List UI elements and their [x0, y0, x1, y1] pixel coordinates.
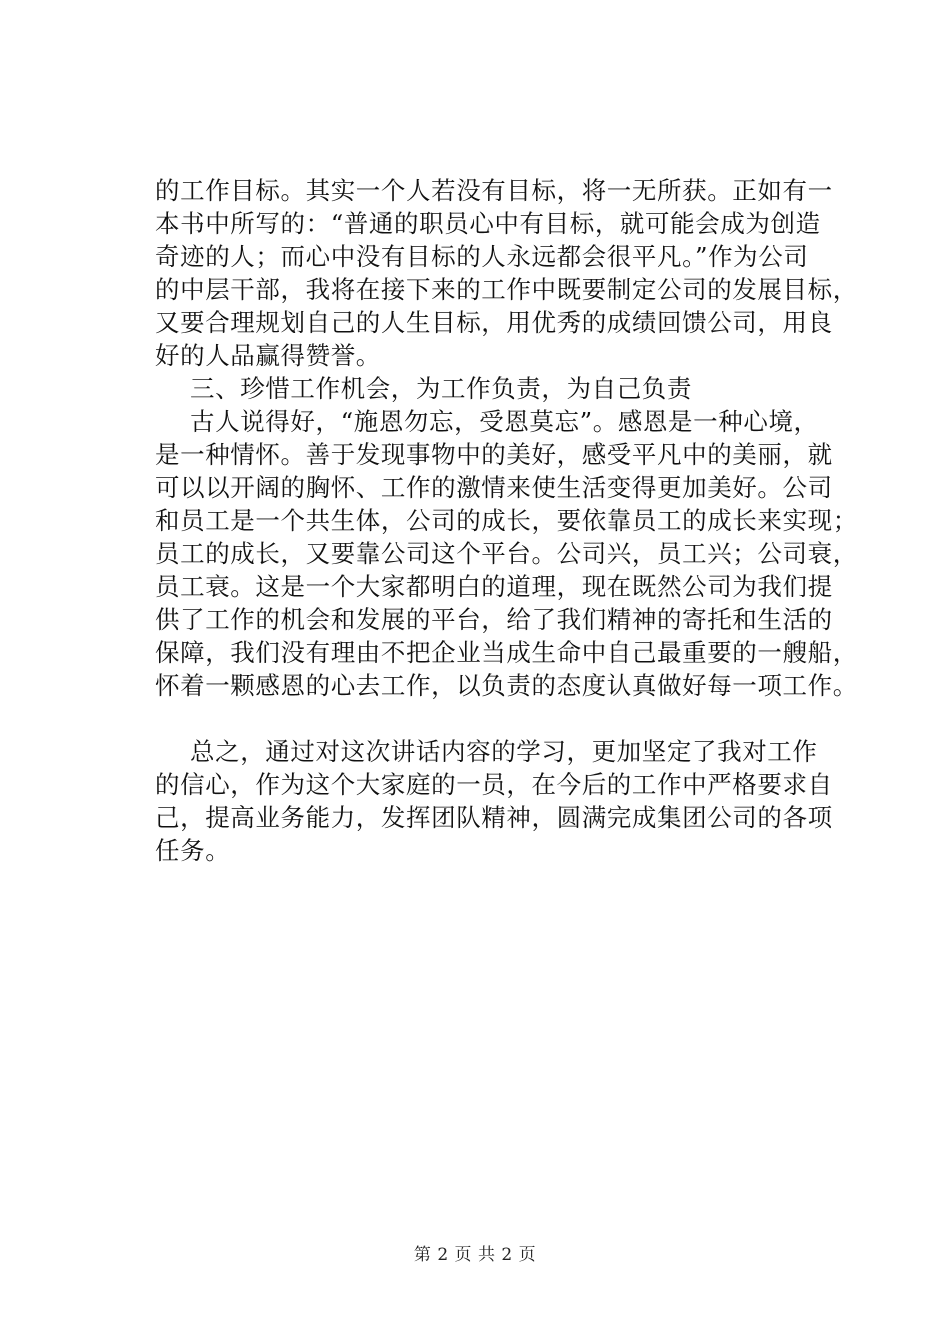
body-line: 本书中所写的：“普通的职员心中有目标，就可能会成为创造 — [155, 209, 821, 238]
body-line: 员工衰。这是一个大家都明白的道理，现在既然公司为我们提 — [155, 572, 833, 601]
body-line: 的中层干部，我将在接下来的工作中既要制定公司的发展目标， — [155, 275, 858, 304]
body-line: 员工的成长，又要靠公司这个平台。公司兴，员工兴；公司衰， — [155, 539, 858, 568]
body-line: 供了工作的机会和发展的平台，给了我们精神的寄托和生活的 — [155, 605, 833, 634]
body-line: 己，提高业务能力，发挥团队精神，圆满完成集团公司的各项 — [155, 803, 833, 832]
body-line: 奇迹的人；而心中没有目标的人永远都会很平凡。”作为公司 — [155, 242, 809, 271]
body-line: 古人说得好，“施恩勿忘，受恩莫忘”。感恩是一种心境， — [190, 407, 819, 436]
body-line: 的工作目标。其实一个人若没有目标，将一无所获。正如有一 — [155, 176, 833, 205]
document-body — [155, 174, 858, 867]
body-line: 总之，通过对这次讲话内容的学习，更加坚定了我对工作 — [190, 737, 818, 766]
section-heading: 三、珍惜工作机会，为工作负责，为自己负责 — [190, 374, 692, 403]
page-number-indicator: 第 2 页 共 2 页 — [413, 1245, 537, 1265]
paragraph-gap — [155, 702, 847, 735]
body-line: 是一种情怀。善于发现事物中的美好，感受平凡中的美丽，就 — [155, 440, 833, 469]
body-line: 保障，我们没有理由不把企业当成生命中自己最重要的一艘船， — [155, 638, 858, 667]
body-line: 任务。 — [155, 836, 231, 865]
body-line: 和员工是一个共生体，公司的成长，要依靠员工的成长来实现； — [155, 506, 858, 535]
body-line: 好的人品赢得赞誉。 — [155, 341, 381, 370]
page-footer — [0, 1240, 950, 1265]
body-line: 可以以开阔的胸怀、工作的激情来使生活变得更加美好。公司 — [155, 473, 833, 502]
body-line: 的信心，作为这个大家庭的一员，在今后的工作中严格要求自 — [155, 770, 833, 799]
body-line: 怀着一颗感恩的心去工作，以负责的态度认真做好每一项工作。 — [155, 671, 858, 700]
body-line: 又要合理规划自己的人生目标，用优秀的成绩回馈公司，用良 — [155, 308, 833, 337]
